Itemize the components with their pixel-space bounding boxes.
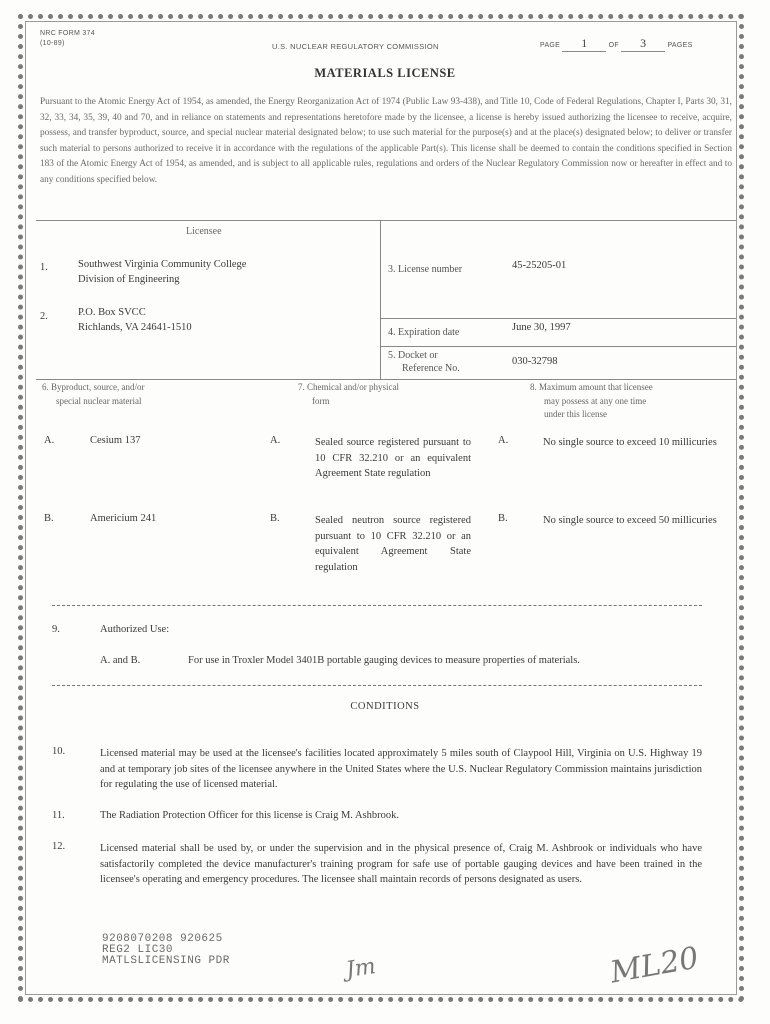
col6-header xyxy=(42,381,144,408)
col7-header-line2: form xyxy=(312,395,330,406)
preamble-text: Pursuant to the Atomic Energy Act of 1954, as amended, the Energy Reorganization Act of 1974 (Public Law 93-438), and Title 10, Code of Federal Regulations, Chapter I, Parts 30, 31, 32, 33, 34, 35, 39, 40 and 70, and in reliance on statements and representations heretofore made by the licensee, a license is hereby issued authorizing the licensee to receive, acquire, possess, and transfer byproduct, source, and special nuclear material designated below; to use such material for the purpose(s) and at the place(s) designated below; to deliver or transfer such material to persons authorized to receive it in accordance with the regulations of the applicable Part(s). This license shall be deemed to contain the conditions specified in Section 183 of the Atomic Energy Act of 1954, as amended, and is subject to all applicable rules, regulations and orders of the Nuclear Regulatory Commission now or hereafter in effect and to any conditions specified below. xyxy=(40,97,732,185)
col7-header xyxy=(298,381,399,408)
filing-stamp xyxy=(102,934,230,967)
row-b-form: Sealed neutron source registered pursuant to 10 CFR 32.210 or an equivalent Agreement State regulation xyxy=(315,515,471,573)
col8-header-line2: may possess at any one time xyxy=(544,395,647,406)
row-a-letter: A. xyxy=(44,435,55,446)
rule-top xyxy=(36,220,736,221)
licensee-name-line1: Southwest Virginia Community College xyxy=(78,259,247,270)
licensee-address-line1: P.O. Box SVCC xyxy=(78,307,146,318)
separator-table xyxy=(52,605,702,606)
row-b-amount-letter: B. xyxy=(498,513,508,524)
docket-value: 030-32798 xyxy=(512,356,558,367)
row-a-form-letter: A. xyxy=(270,435,281,446)
licensee-address-line2: Richlands, VA 24641-1510 xyxy=(78,322,192,333)
row-a-amount-letter: A. xyxy=(498,435,509,446)
rule-licensee-bottom xyxy=(36,379,736,380)
page-number: 1 xyxy=(562,36,606,52)
stamp-line1: 9208070208 920625 xyxy=(102,933,223,945)
rule-docket xyxy=(380,346,736,347)
licensee-heading: Licensee xyxy=(186,226,222,237)
license-number-label: 3. License number xyxy=(388,264,463,275)
licensee-name-line2: Division of Engineering xyxy=(78,274,180,285)
docket-label-line1: 5. Docket or xyxy=(388,350,438,361)
condition-12-number: 12. xyxy=(52,841,66,852)
pages-label: PAGES xyxy=(667,42,693,49)
row-a-material: Cesium 137 xyxy=(90,435,141,446)
authorized-use-number: 9. xyxy=(52,624,60,635)
col8-header-line1: 8. Maximum amount that licensee xyxy=(530,382,653,392)
row-a-form: Sealed source registered pursuant to 10 CFR 32.210 or an equivalent Agreement State regulation xyxy=(315,437,471,479)
expiration-label: 4. Expiration date xyxy=(388,327,460,338)
condition-11-number: 11. xyxy=(52,810,65,821)
col6-header-line1: 6. Byproduct, source, and/or xyxy=(42,382,145,392)
row-b-material: Americium 241 xyxy=(90,513,157,524)
form-id: NRC FORM 374 xyxy=(40,30,95,37)
rule-expiration xyxy=(380,318,736,319)
document-title: MATERIALS LICENSE xyxy=(314,66,456,80)
page-label: PAGE xyxy=(540,42,561,49)
stamp-line2: REG2 LIC30 xyxy=(102,944,174,956)
page-counter xyxy=(540,36,693,52)
item2-number: 2. xyxy=(40,311,48,322)
authorized-use-label: Authorized Use: xyxy=(100,624,170,635)
expiration-value: June 30, 1997 xyxy=(512,322,571,333)
row-b-form-letter: B. xyxy=(270,513,280,524)
col7-header-line1: 7. Chemical and/or physical xyxy=(298,382,399,392)
row-b-letter: B. xyxy=(44,513,54,524)
conditions-heading: CONDITIONS xyxy=(350,701,420,712)
condition-10-number: 10. xyxy=(52,746,66,757)
stamp-line3: MATLSLICENSING PDR xyxy=(102,955,230,967)
form-date: (10-89) xyxy=(40,40,65,47)
page-total: 3 xyxy=(621,36,665,52)
authorized-use-text: For use in Troxler Model 3401B portable gauging devices to measure properties of materials. xyxy=(188,655,580,666)
initials-signature: Jm xyxy=(344,954,378,983)
col6-header-line2: special nuclear material xyxy=(56,395,142,406)
row-b-amount: No single source to exceed 50 millicuries xyxy=(543,515,717,526)
authorized-use-items: A. and B. xyxy=(100,655,141,666)
condition-12-text: Licensed material shall be used by, or under the supervision and in the physical presence of, Craig M. Ashbrook or individuals who have satisfactorily completed the device manufacturer's training program for safe use of portable gauging devices and have been trained in the licensee's operating and emergency procedures. The licensee shall maintain records of persons designated as users. xyxy=(100,843,702,885)
item1-number: 1. xyxy=(40,262,48,273)
docket-label-line2: Reference No. xyxy=(402,363,460,374)
separator-use xyxy=(52,685,702,686)
condition-11-text: The Radiation Protection Officer for this license is Craig M. Ashbrook. xyxy=(100,810,399,821)
license-number-value: 45-25205-01 xyxy=(512,260,567,271)
condition-10-text: Licensed material may be used at the licensee's facilities located approximately 5 miles south of Claypool Hill, Virginia on U.S. Highway 19 and at temporary job sites of the licensee anywhere in the United States where the U.S. Nuclear Regulatory Commission maintains jurisdiction for regulating the use of licensed material. xyxy=(100,748,702,790)
microfilm-mark: ML20 xyxy=(607,940,702,991)
rule-vertical xyxy=(380,220,381,380)
row-a-amount: No single source to exceed 10 millicuries xyxy=(543,437,717,448)
of-label: OF xyxy=(608,42,619,49)
col8-header xyxy=(530,381,653,422)
agency-name: U.S. NUCLEAR REGULATORY COMMISSION xyxy=(272,42,439,51)
col8-header-line3: under this license xyxy=(544,409,607,419)
